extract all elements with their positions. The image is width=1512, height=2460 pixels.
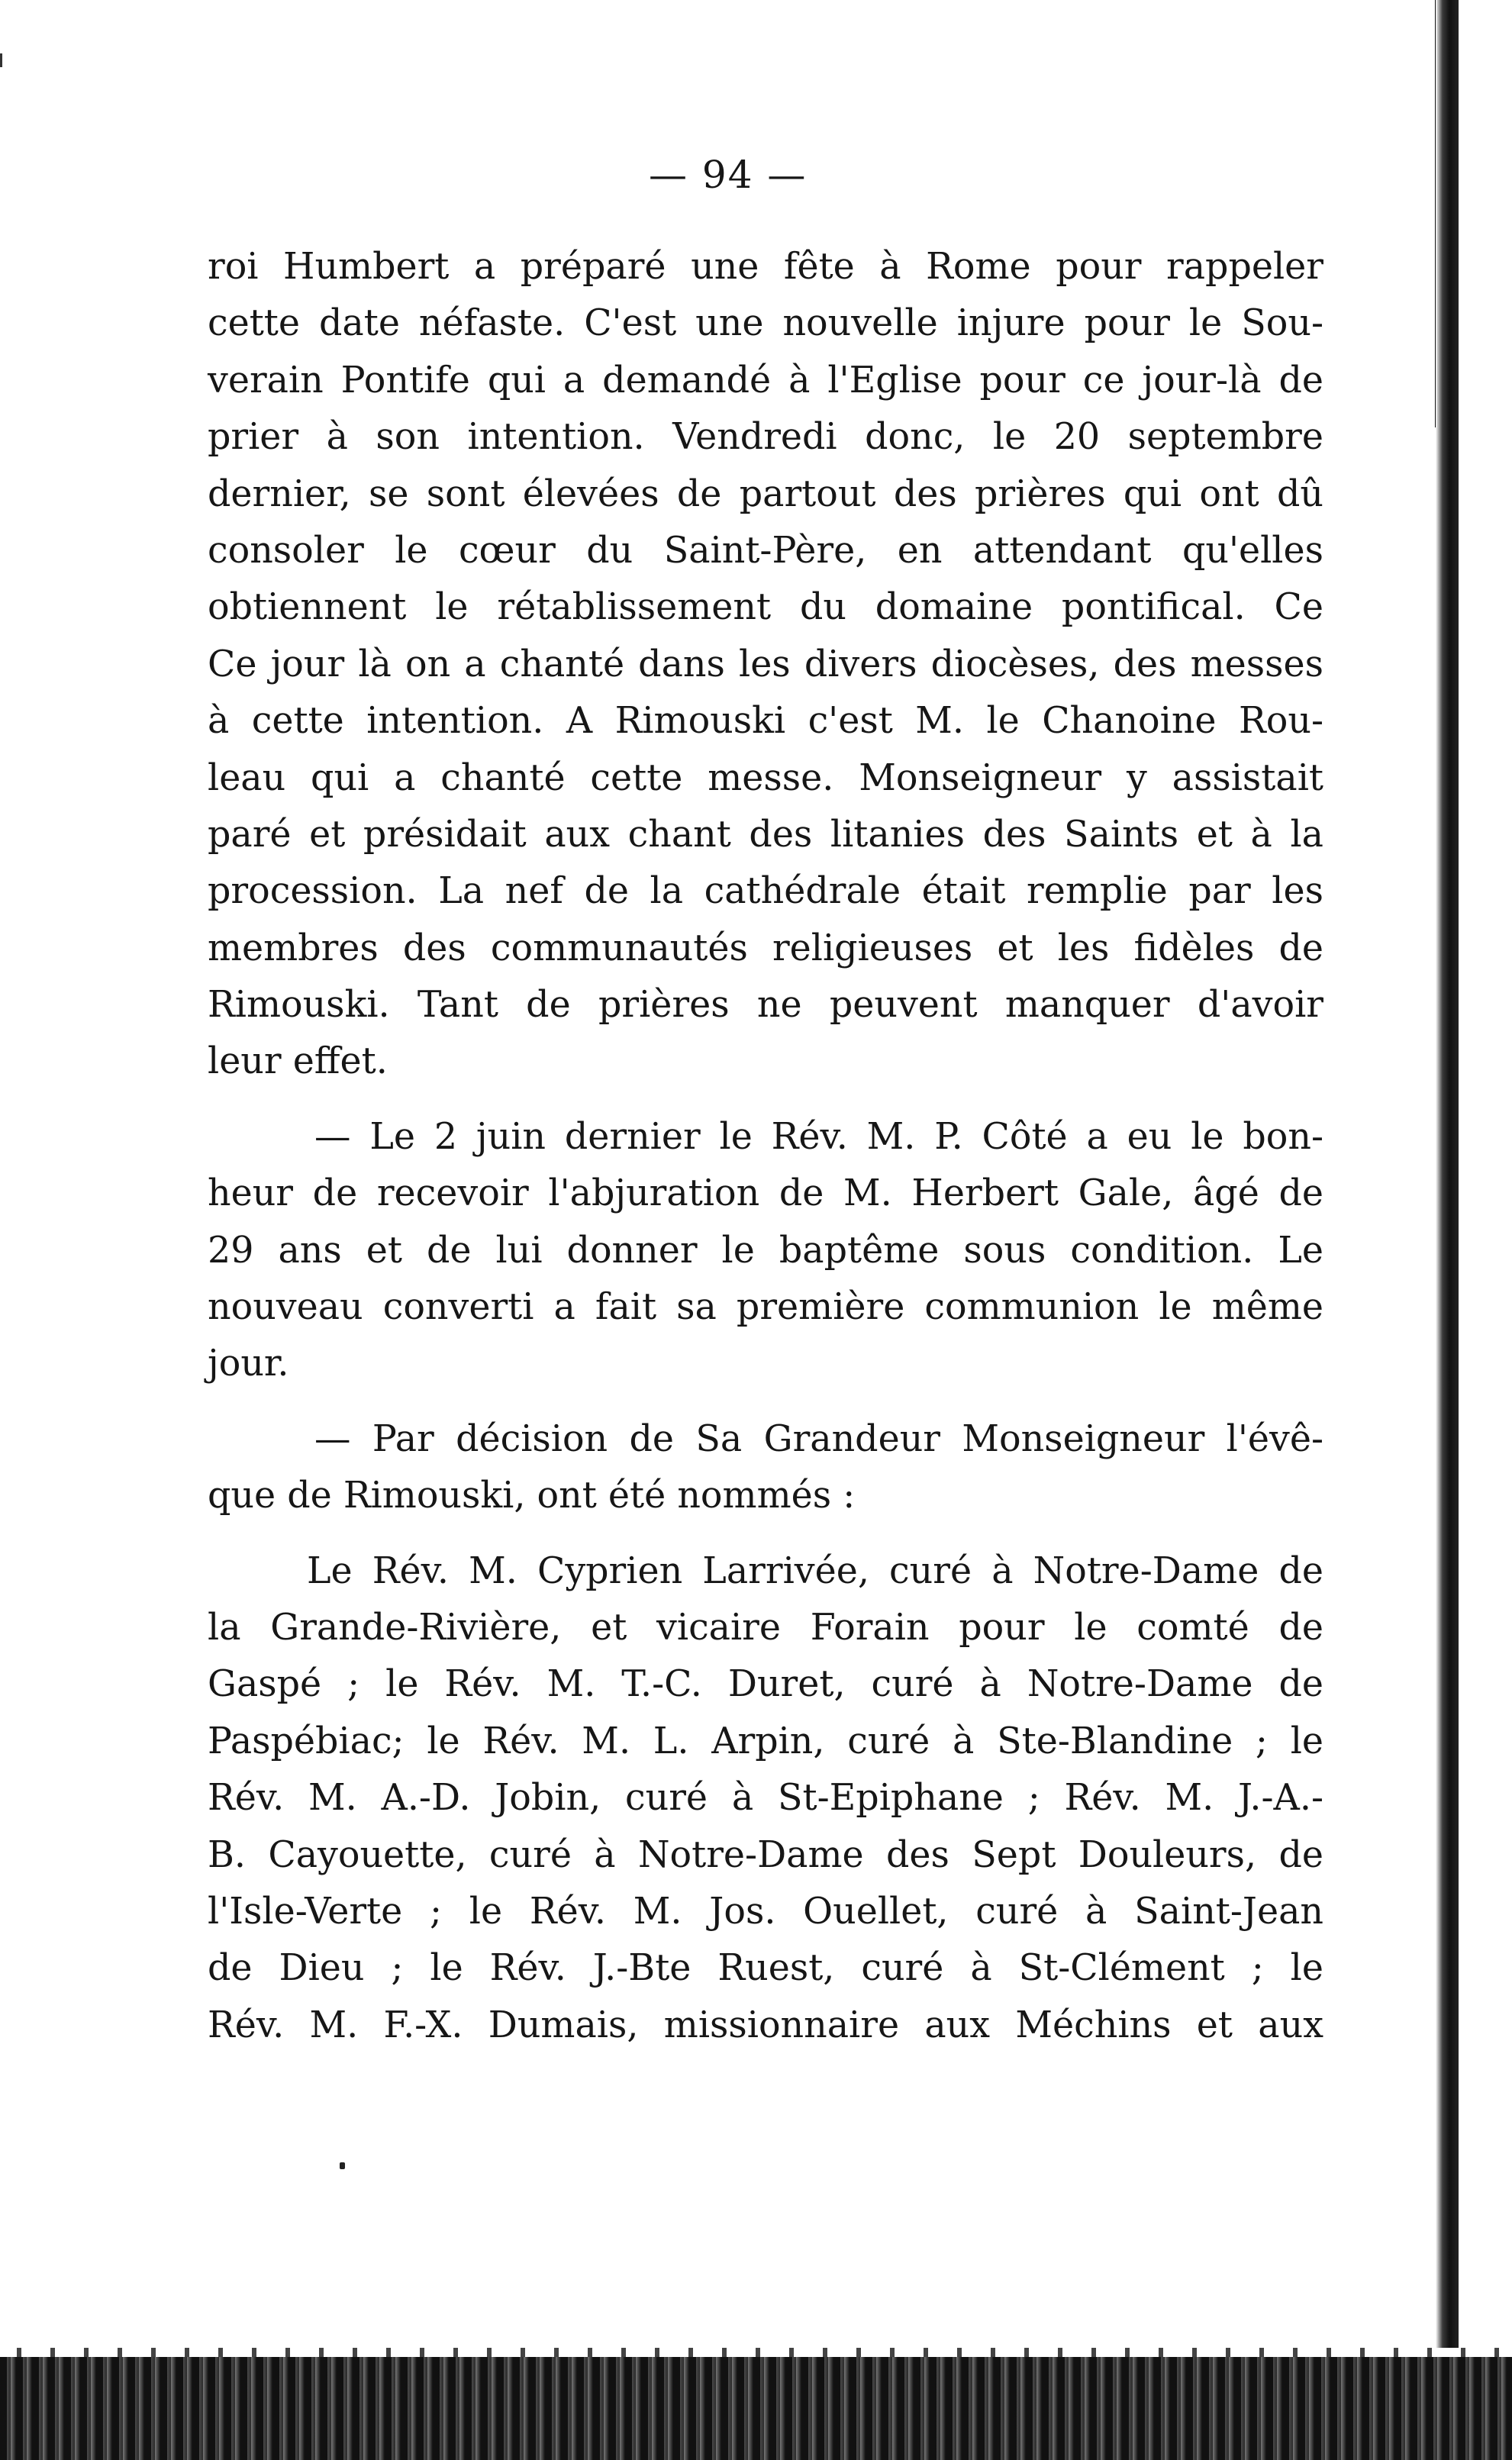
- scan-shadow-right-edge: [1436, 0, 1459, 2460]
- scan-shadow-bottom-band: [0, 2357, 1512, 2460]
- text-line: heur de recevoir l'abjuration de M. Herbert Gale, âgé de: [208, 1172, 1323, 1215]
- text-line: leau qui a chanté cette messe. Monseigneur y assistait: [208, 756, 1323, 799]
- page-number: — 94 —: [649, 153, 808, 197]
- scan-artifact-dot: [340, 2162, 345, 2169]
- paragraph-gap: [208, 1525, 1323, 1543]
- text-line: nouveau converti a fait sa première communion le même: [208, 1286, 1323, 1329]
- text-line: B. Cayouette, curé à Notre-Dame des Sept Douleurs, de: [208, 1833, 1323, 1876]
- text-line: Ce jour là on a chanté dans les divers diocèses, des messes: [208, 643, 1323, 685]
- text-line: Rimouski. Tant de prières ne peuvent manquer d'avoir: [208, 984, 1323, 1027]
- text-line: consoler le cœur du Saint-Père, en attendant qu'elles: [208, 529, 1323, 572]
- text-line: paré et présidait aux chant des litanies des Saints et à la: [208, 813, 1323, 856]
- text-line: Rév. M. A.-D. Jobin, curé à St-Epiphane ; Rév. M. J.-A.-: [208, 1777, 1323, 1820]
- text-line: prier à son intention. Vendredi donc, le 20 septembre: [208, 416, 1323, 459]
- text-line: 29 ans et de lui donner le baptême sous condition. Le: [208, 1229, 1323, 1272]
- text-line: cette date néfaste. C'est une nouvelle injure pour le Sou-: [208, 302, 1323, 345]
- text-line: verain Pontife qui a demandé à l'Eglise pour ce jour-là de: [208, 359, 1323, 401]
- paragraph-gap: [208, 1091, 1323, 1109]
- text-line-paragraph-start: Le Rév. M. Cyprien Larrivée, curé à Notre-Dame de: [307, 1549, 1323, 1592]
- text-line-paragraph-start: — Par décision de Sa Grandeur Monseigneur l'évê-: [314, 1417, 1323, 1460]
- text-line: la Grande-Rivière, et vicaire Forain pour le comté de: [208, 1606, 1323, 1649]
- text-line: dernier, se sont élevées de partout des prières qui ont dû: [208, 472, 1323, 515]
- text-line: à cette intention. A Rimouski c'est M. le Chanoine Rou-: [208, 700, 1323, 743]
- paragraph-gap: [208, 1393, 1323, 1411]
- text-line: membres des communautés religieuses et les fidèles de: [208, 927, 1323, 969]
- text-line: Rév. M. F.-X. Dumais, missionnaire aux Méchins et aux: [208, 2004, 1323, 2046]
- text-line: obtiennent le rétablissement du domaine pontifical. Ce: [208, 586, 1323, 629]
- scan-artifact-corner: [0, 53, 2, 67]
- text-line: roi Humbert a préparé une fête à Rome pour rappeler: [208, 246, 1323, 288]
- text-line-paragraph-end: jour.: [208, 1343, 289, 1385]
- text-line-paragraph-start: — Le 2 juin dernier le Rév. M. P. Côté a eu le bon-: [314, 1115, 1323, 1158]
- text-line: procession. La nef de la cathédrale était remplie par les: [208, 870, 1323, 913]
- text-line: de Dieu ; le Rév. J.-Bte Ruest, curé à St-Clément ; le: [208, 1947, 1323, 1990]
- body-text: [208, 239, 1323, 2054]
- text-line-paragraph-end: leur effet.: [208, 1040, 388, 1083]
- text-line: l'Isle-Verte ; le Rév. M. Jos. Ouellet, curé à Saint-Jean: [208, 1890, 1323, 1933]
- text-line: Gaspé ; le Rév. M. T.-C. Duret, curé à Notre-Dame de: [208, 1663, 1323, 1706]
- text-line: Paspébiac; le Rév. M. L. Arpin, curé à Ste-Blandine ; le: [208, 1720, 1323, 1762]
- text-line-paragraph-end: que de Rimouski, ont été nommés :: [208, 1475, 856, 1517]
